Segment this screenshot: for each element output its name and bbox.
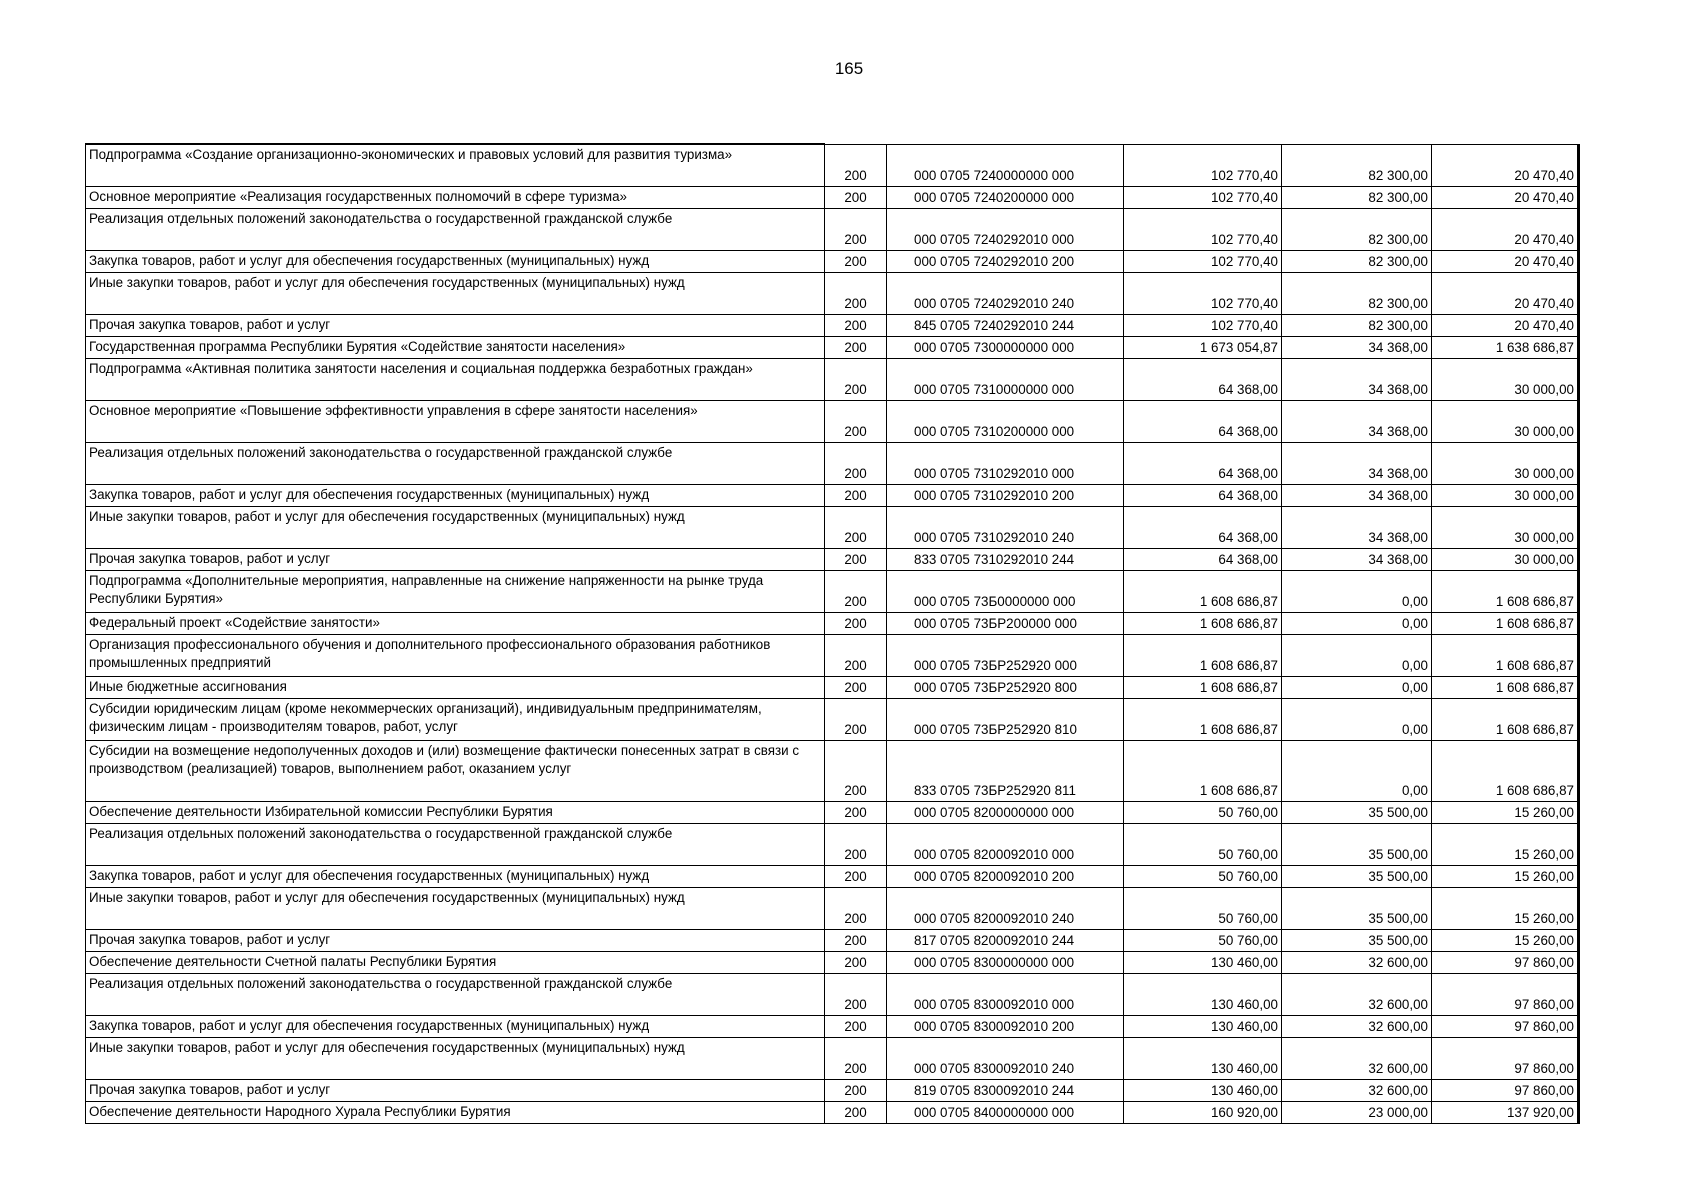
- row-amount-1-cell: 82 300,00: [1282, 314, 1432, 336]
- row-code-cell: 200: [825, 929, 887, 951]
- row-name-cell: Иные закупки товаров, работ и услуг для обеспечения государственных (муниципальных) нужд: [86, 887, 825, 929]
- table-row: [86, 358, 1579, 400]
- row-name-cell: Закупка товаров, работ и услуг для обеспечения государственных (муниципальных) нужд: [86, 1015, 825, 1037]
- row-name-cell: Подпрограмма «Создание организационно-экономических и правовых условий для развития туризма»: [86, 144, 825, 186]
- table-row: [86, 612, 1579, 634]
- row-amount-2-cell: 15 260,00: [1432, 823, 1579, 865]
- row-amount-1-cell: 34 368,00: [1282, 548, 1432, 570]
- row-code-cell: 200: [825, 272, 887, 314]
- row-classification-cell: 000 0705 73Б0000000 000: [887, 570, 1124, 612]
- row-name-cell: Обеспечение деятельности Народного Хурала Республики Бурятия: [86, 1101, 825, 1123]
- row-total-cell: 50 760,00: [1124, 823, 1282, 865]
- row-amount-1-cell: 82 300,00: [1282, 208, 1432, 250]
- table-row: [86, 1101, 1579, 1123]
- row-total-cell: 102 770,40: [1124, 314, 1282, 336]
- row-amount-2-cell: 30 000,00: [1432, 442, 1579, 484]
- row-total-cell: 102 770,40: [1124, 272, 1282, 314]
- row-name-cell: Реализация отдельных положений законодательства о государственной гражданской службе: [86, 973, 825, 1015]
- row-classification-cell: 000 0705 7240292010 000: [887, 208, 1124, 250]
- row-total-cell: 1 608 686,87: [1124, 676, 1282, 698]
- row-classification-cell: 000 0705 8300000000 000: [887, 951, 1124, 973]
- table-row: [86, 144, 1579, 186]
- row-amount-1-cell: 32 600,00: [1282, 973, 1432, 1015]
- row-amount-2-cell: 20 470,40: [1432, 250, 1579, 272]
- table-row: [86, 1037, 1579, 1079]
- table-row: [86, 400, 1579, 442]
- row-total-cell: 64 368,00: [1124, 400, 1282, 442]
- row-total-cell: 130 460,00: [1124, 1037, 1282, 1079]
- row-classification-cell: 000 0705 7240292010 240: [887, 272, 1124, 314]
- row-amount-1-cell: 35 500,00: [1282, 887, 1432, 929]
- table-row: [86, 506, 1579, 548]
- row-classification-cell: 000 0705 7240292010 200: [887, 250, 1124, 272]
- table-row: [86, 1015, 1579, 1037]
- table-row: [86, 208, 1579, 250]
- row-total-cell: 130 460,00: [1124, 973, 1282, 1015]
- row-name-cell: Обеспечение деятельности Избирательной комиссии Республики Бурятия: [86, 801, 825, 823]
- table-row: [86, 442, 1579, 484]
- row-total-cell: 64 368,00: [1124, 484, 1282, 506]
- row-name-cell: Закупка товаров, работ и услуг для обеспечения государственных (муниципальных) нужд: [86, 865, 825, 887]
- row-total-cell: 50 760,00: [1124, 887, 1282, 929]
- row-classification-cell: 000 0705 7310000000 000: [887, 358, 1124, 400]
- row-amount-2-cell: 97 860,00: [1432, 1015, 1579, 1037]
- row-classification-cell: 819 0705 8300092010 244: [887, 1079, 1124, 1101]
- row-total-cell: 160 920,00: [1124, 1101, 1282, 1123]
- row-total-cell: 102 770,40: [1124, 144, 1282, 186]
- row-total-cell: 64 368,00: [1124, 442, 1282, 484]
- row-code-cell: 200: [825, 612, 887, 634]
- row-total-cell: 64 368,00: [1124, 506, 1282, 548]
- row-amount-1-cell: 82 300,00: [1282, 144, 1432, 186]
- row-classification-cell: 000 0705 7310292010 200: [887, 484, 1124, 506]
- row-total-cell: 102 770,40: [1124, 208, 1282, 250]
- row-amount-2-cell: 15 260,00: [1432, 865, 1579, 887]
- budget-table: [85, 143, 1580, 1124]
- table-row: [86, 929, 1579, 951]
- row-code-cell: 200: [825, 801, 887, 823]
- table-row: [86, 698, 1579, 740]
- row-amount-2-cell: 20 470,40: [1432, 208, 1579, 250]
- row-code-cell: 200: [825, 208, 887, 250]
- table-row: [86, 973, 1579, 1015]
- row-amount-1-cell: 0,00: [1282, 698, 1432, 740]
- row-name-cell: Обеспечение деятельности Счетной палаты Республики Бурятия: [86, 951, 825, 973]
- row-amount-1-cell: 32 600,00: [1282, 951, 1432, 973]
- row-total-cell: 1 608 686,87: [1124, 570, 1282, 612]
- row-code-cell: 200: [825, 951, 887, 973]
- row-amount-2-cell: 1 608 686,87: [1432, 634, 1579, 676]
- row-classification-cell: 000 0705 8200092010 200: [887, 865, 1124, 887]
- row-amount-2-cell: 20 470,40: [1432, 144, 1579, 186]
- table-row: [86, 186, 1579, 208]
- row-amount-1-cell: 82 300,00: [1282, 186, 1432, 208]
- row-amount-2-cell: 1 608 686,87: [1432, 676, 1579, 698]
- row-amount-2-cell: 20 470,40: [1432, 186, 1579, 208]
- row-name-cell: Реализация отдельных положений законодательства о государственной гражданской службе: [86, 823, 825, 865]
- row-total-cell: 50 760,00: [1124, 801, 1282, 823]
- row-code-cell: 200: [825, 1101, 887, 1123]
- row-amount-2-cell: 1 608 686,87: [1432, 740, 1579, 801]
- row-name-cell: Основное мероприятие «Реализация государственных полномочий в сфере туризма»: [86, 186, 825, 208]
- row-total-cell: 64 368,00: [1124, 358, 1282, 400]
- row-code-cell: 200: [825, 400, 887, 442]
- row-classification-cell: 000 0705 8300092010 000: [887, 973, 1124, 1015]
- row-code-cell: 200: [825, 506, 887, 548]
- row-amount-1-cell: 34 368,00: [1282, 400, 1432, 442]
- row-amount-1-cell: 34 368,00: [1282, 336, 1432, 358]
- row-classification-cell: 000 0705 7310200000 000: [887, 400, 1124, 442]
- row-amount-1-cell: 34 368,00: [1282, 484, 1432, 506]
- table-row: [86, 887, 1579, 929]
- row-amount-2-cell: 30 000,00: [1432, 548, 1579, 570]
- row-total-cell: 50 760,00: [1124, 929, 1282, 951]
- row-amount-1-cell: 0,00: [1282, 676, 1432, 698]
- row-code-cell: 200: [825, 314, 887, 336]
- row-name-cell: Прочая закупка товаров, работ и услуг: [86, 314, 825, 336]
- row-amount-2-cell: 1 608 686,87: [1432, 612, 1579, 634]
- row-amount-1-cell: 34 368,00: [1282, 506, 1432, 548]
- row-name-cell: Организация профессионального обучения и дополнительного профессионального образования работников промышленных предприятий: [86, 634, 825, 676]
- row-code-cell: 200: [825, 1015, 887, 1037]
- row-name-cell: Подпрограмма «Активная политика занятости населения и социальная поддержка безработных граждан»: [86, 358, 825, 400]
- table-row: [86, 314, 1579, 336]
- row-name-cell: Прочая закупка товаров, работ и услуг: [86, 929, 825, 951]
- row-amount-2-cell: 97 860,00: [1432, 973, 1579, 1015]
- table-row: [86, 272, 1579, 314]
- table-row: [86, 336, 1579, 358]
- row-amount-2-cell: 1 608 686,87: [1432, 570, 1579, 612]
- table-row: [86, 801, 1579, 823]
- row-classification-cell: 000 0705 7240200000 000: [887, 186, 1124, 208]
- table-row: [86, 676, 1579, 698]
- row-code-cell: 200: [825, 484, 887, 506]
- row-classification-cell: 000 0705 8400000000 000: [887, 1101, 1124, 1123]
- table-row: [86, 865, 1579, 887]
- row-code-cell: 200: [825, 250, 887, 272]
- row-amount-2-cell: 15 260,00: [1432, 929, 1579, 951]
- row-total-cell: 130 460,00: [1124, 951, 1282, 973]
- row-name-cell: Реализация отдельных положений законодательства о государственной гражданской службе: [86, 442, 825, 484]
- row-total-cell: 102 770,40: [1124, 250, 1282, 272]
- row-amount-2-cell: 20 470,40: [1432, 314, 1579, 336]
- row-classification-cell: 000 0705 73БР200000 000: [887, 612, 1124, 634]
- row-amount-2-cell: 97 860,00: [1432, 1079, 1579, 1101]
- row-name-cell: Закупка товаров, работ и услуг для обеспечения государственных (муниципальных) нужд: [86, 250, 825, 272]
- row-amount-1-cell: 82 300,00: [1282, 250, 1432, 272]
- table-row: [86, 250, 1579, 272]
- row-code-cell: 200: [825, 887, 887, 929]
- row-total-cell: 1 608 686,87: [1124, 634, 1282, 676]
- row-name-cell: Реализация отдельных положений законодательства о государственной гражданской службе: [86, 208, 825, 250]
- row-code-cell: 200: [825, 973, 887, 1015]
- row-amount-2-cell: 137 920,00: [1432, 1101, 1579, 1123]
- row-name-cell: Прочая закупка товаров, работ и услуг: [86, 548, 825, 570]
- row-amount-2-cell: 97 860,00: [1432, 951, 1579, 973]
- row-code-cell: 200: [825, 144, 887, 186]
- row-name-cell: Подпрограмма «Дополнительные мероприятия, направленные на снижение напряженности на рынке труда Республики Бурятия»: [86, 570, 825, 612]
- row-code-cell: 200: [825, 358, 887, 400]
- row-amount-1-cell: 34 368,00: [1282, 442, 1432, 484]
- row-name-cell: Иные закупки товаров, работ и услуг для обеспечения государственных (муниципальных) нужд: [86, 272, 825, 314]
- table-row: [86, 548, 1579, 570]
- row-classification-cell: 000 0705 8200092010 000: [887, 823, 1124, 865]
- row-amount-2-cell: 15 260,00: [1432, 887, 1579, 929]
- table-row: [86, 951, 1579, 973]
- row-code-cell: 200: [825, 634, 887, 676]
- row-classification-cell: 000 0705 73БР252920 810: [887, 698, 1124, 740]
- table-row: [86, 1079, 1579, 1101]
- row-total-cell: 130 460,00: [1124, 1015, 1282, 1037]
- row-classification-cell: 833 0705 7310292010 244: [887, 548, 1124, 570]
- row-amount-2-cell: 30 000,00: [1432, 400, 1579, 442]
- row-classification-cell: 000 0705 8200092010 240: [887, 887, 1124, 929]
- table-row: [86, 484, 1579, 506]
- row-name-cell: Закупка товаров, работ и услуг для обеспечения государственных (муниципальных) нужд: [86, 484, 825, 506]
- row-total-cell: 102 770,40: [1124, 186, 1282, 208]
- row-name-cell: Основное мероприятие «Повышение эффективности управления в сфере занятости населения»: [86, 400, 825, 442]
- row-total-cell: 1 608 686,87: [1124, 612, 1282, 634]
- row-code-cell: 200: [825, 1037, 887, 1079]
- row-name-cell: Иные закупки товаров, работ и услуг для обеспечения государственных (муниципальных) нужд: [86, 506, 825, 548]
- row-code-cell: 200: [825, 336, 887, 358]
- row-amount-1-cell: 32 600,00: [1282, 1037, 1432, 1079]
- row-amount-1-cell: 0,00: [1282, 612, 1432, 634]
- row-amount-2-cell: 30 000,00: [1432, 484, 1579, 506]
- row-total-cell: 50 760,00: [1124, 865, 1282, 887]
- row-classification-cell: 000 0705 7240000000 000: [887, 144, 1124, 186]
- table-row: [86, 823, 1579, 865]
- row-code-cell: 200: [825, 698, 887, 740]
- row-amount-1-cell: 32 600,00: [1282, 1079, 1432, 1101]
- row-code-cell: 200: [825, 442, 887, 484]
- row-amount-1-cell: 0,00: [1282, 570, 1432, 612]
- row-code-cell: 200: [825, 1079, 887, 1101]
- row-amount-1-cell: 82 300,00: [1282, 272, 1432, 314]
- row-amount-2-cell: 15 260,00: [1432, 801, 1579, 823]
- row-name-cell: Субсидии юридическим лицам (кроме некоммерческих организаций), индивидуальным предпринимателям, физическим лицам - производителям товаров, работ, услуг: [86, 698, 825, 740]
- row-classification-cell: 817 0705 8200092010 244: [887, 929, 1124, 951]
- row-total-cell: 64 368,00: [1124, 548, 1282, 570]
- row-amount-1-cell: 35 500,00: [1282, 801, 1432, 823]
- row-total-cell: 1 608 686,87: [1124, 740, 1282, 801]
- row-name-cell: Иные закупки товаров, работ и услуг для обеспечения государственных (муниципальных) нужд: [86, 1037, 825, 1079]
- row-amount-2-cell: 30 000,00: [1432, 506, 1579, 548]
- row-total-cell: 130 460,00: [1124, 1079, 1282, 1101]
- row-code-cell: 200: [825, 823, 887, 865]
- row-amount-1-cell: 34 368,00: [1282, 358, 1432, 400]
- row-name-cell: Прочая закупка товаров, работ и услуг: [86, 1079, 825, 1101]
- row-code-cell: 200: [825, 676, 887, 698]
- row-classification-cell: 000 0705 73БР252920 800: [887, 676, 1124, 698]
- row-amount-1-cell: 0,00: [1282, 634, 1432, 676]
- row-amount-2-cell: 20 470,40: [1432, 272, 1579, 314]
- row-name-cell: Иные бюджетные ассигнования: [86, 676, 825, 698]
- row-amount-2-cell: 97 860,00: [1432, 1037, 1579, 1079]
- row-classification-cell: 000 0705 7310292010 240: [887, 506, 1124, 548]
- row-amount-1-cell: 35 500,00: [1282, 823, 1432, 865]
- table-row: [86, 740, 1579, 801]
- row-amount-1-cell: 35 500,00: [1282, 929, 1432, 951]
- row-classification-cell: 000 0705 73БР252920 000: [887, 634, 1124, 676]
- row-amount-2-cell: 30 000,00: [1432, 358, 1579, 400]
- row-name-cell: Субсидии на возмещение недополученных доходов и (или) возмещение фактически понесенных затрат в связи с производством (реализацией) товаров, выполнением работ, оказанием услуг: [86, 740, 825, 801]
- table-row: [86, 570, 1579, 612]
- row-amount-2-cell: 1 638 686,87: [1432, 336, 1579, 358]
- row-classification-cell: 000 0705 8200000000 000: [887, 801, 1124, 823]
- row-name-cell: Государственная программа Республики Бурятия «Содействие занятости населения»: [86, 336, 825, 358]
- budget-table-body: [86, 144, 1579, 1123]
- row-total-cell: 1 673 054,87: [1124, 336, 1282, 358]
- row-code-cell: 200: [825, 865, 887, 887]
- row-classification-cell: 845 0705 7240292010 244: [887, 314, 1124, 336]
- table-row: [86, 634, 1579, 676]
- row-amount-1-cell: 23 000,00: [1282, 1101, 1432, 1123]
- page-number: 165: [834, 59, 864, 78]
- row-code-cell: 200: [825, 548, 887, 570]
- row-code-cell: 200: [825, 186, 887, 208]
- row-classification-cell: 000 0705 7310292010 000: [887, 442, 1124, 484]
- row-classification-cell: 833 0705 73БР252920 811: [887, 740, 1124, 801]
- row-code-cell: 200: [825, 570, 887, 612]
- row-classification-cell: 000 0705 7300000000 000: [887, 336, 1124, 358]
- row-total-cell: 1 608 686,87: [1124, 698, 1282, 740]
- row-code-cell: 200: [825, 740, 887, 801]
- row-amount-2-cell: 1 608 686,87: [1432, 698, 1579, 740]
- row-amount-1-cell: 32 600,00: [1282, 1015, 1432, 1037]
- row-classification-cell: 000 0705 8300092010 240: [887, 1037, 1124, 1079]
- row-name-cell: Федеральный проект «Содействие занятости»: [86, 612, 825, 634]
- row-amount-1-cell: 0,00: [1282, 740, 1432, 801]
- row-classification-cell: 000 0705 8300092010 200: [887, 1015, 1124, 1037]
- row-amount-1-cell: 35 500,00: [1282, 865, 1432, 887]
